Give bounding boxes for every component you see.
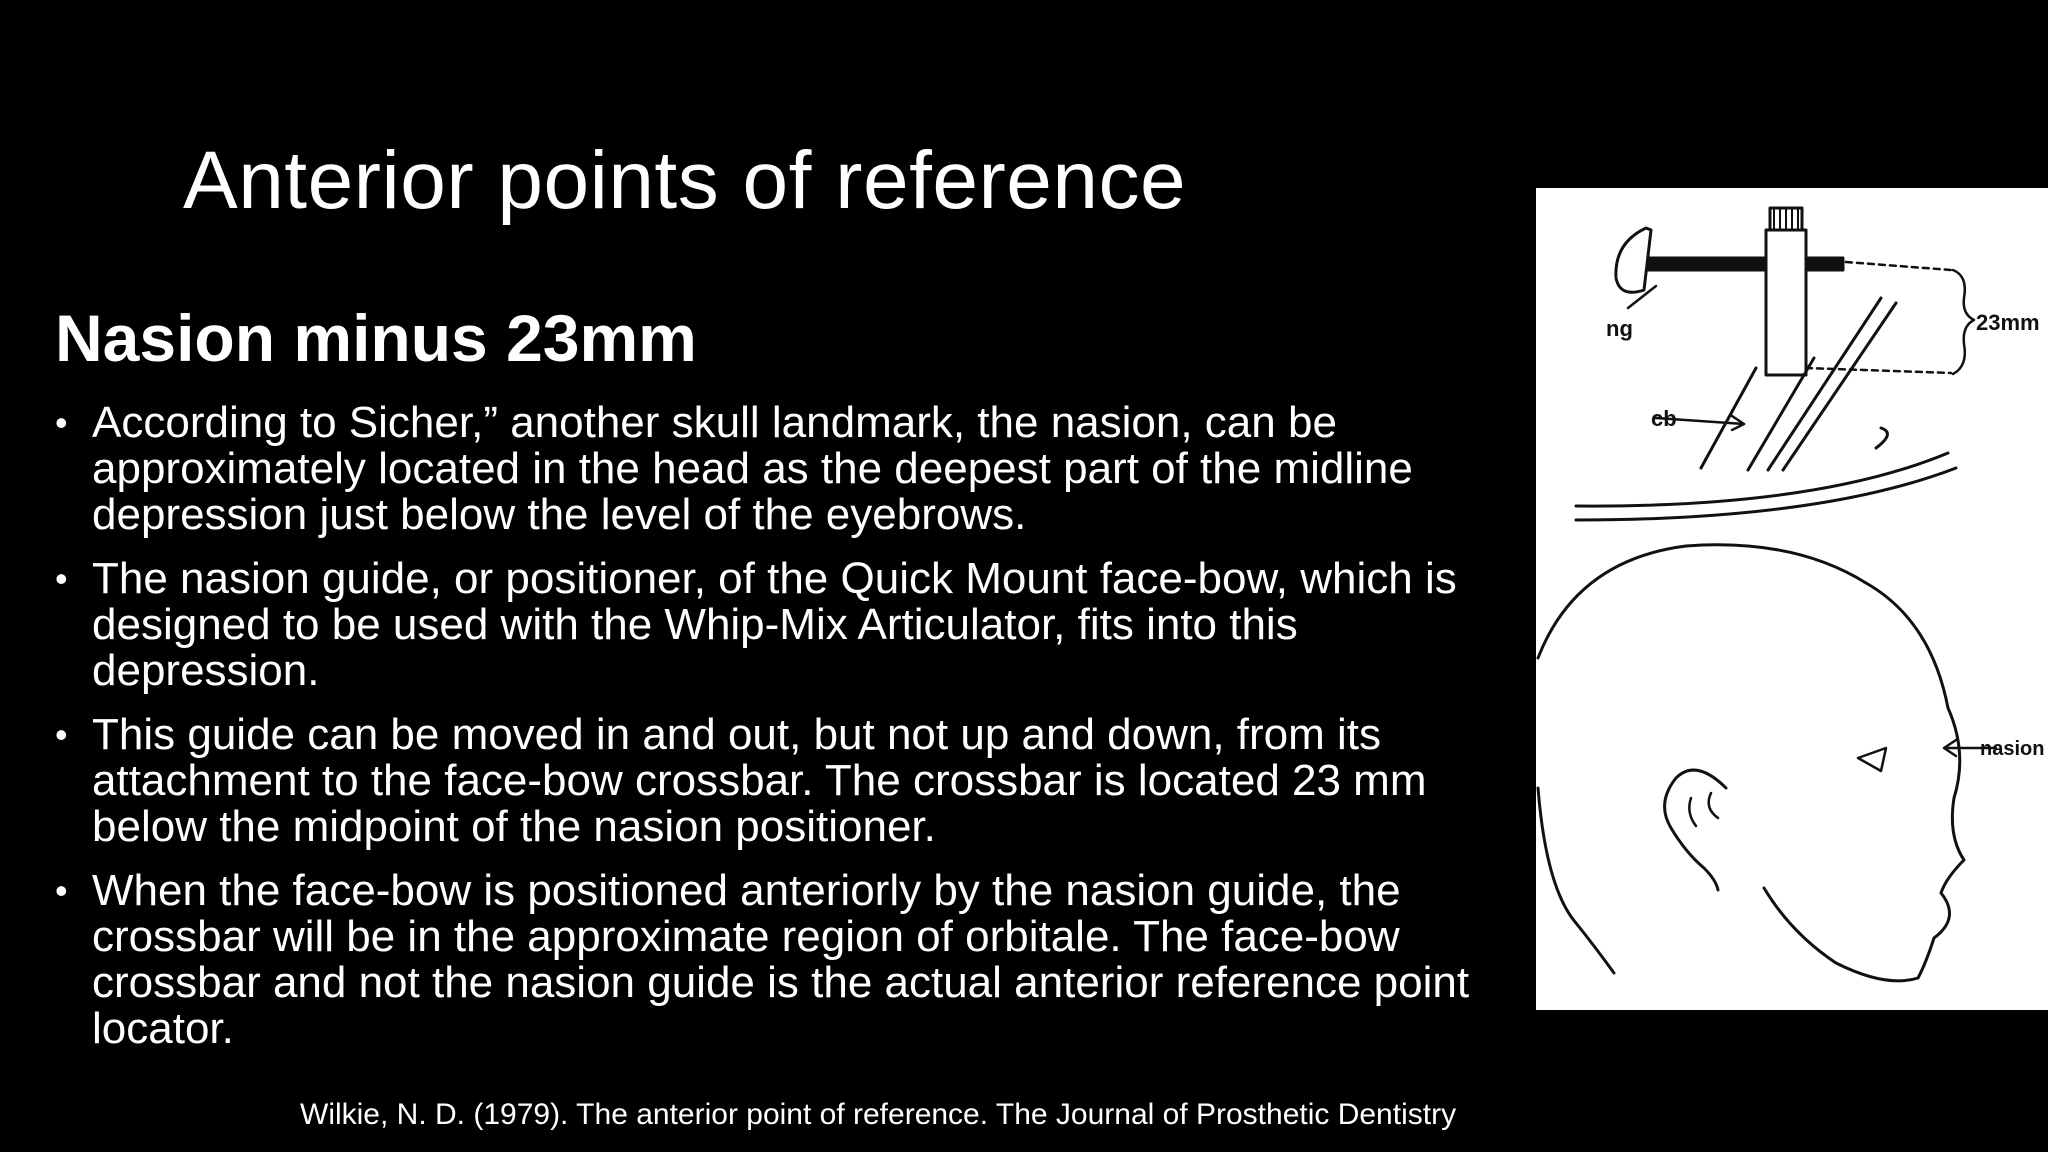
- label-ng: ng: [1606, 316, 1633, 341]
- vertical-post: [1766, 230, 1806, 375]
- bullet-item: [55, 712, 1535, 850]
- label-cb: cb: [1651, 406, 1677, 431]
- face-bow-diagram: [1536, 188, 2048, 1010]
- label-23mm: 23mm: [1976, 310, 2040, 335]
- label-nasion: nasion: [1980, 738, 2045, 760]
- nasion-guide-pad: [1616, 228, 1651, 292]
- bullet-dot-icon: •: [55, 558, 68, 599]
- crossbar-edge: [1701, 368, 1756, 468]
- bullet-item: [55, 400, 1535, 538]
- dimension-brace: [1953, 270, 1974, 374]
- slide-title: Anterior points of reference: [183, 135, 1187, 226]
- citation: Wilkie, N. D. (1979). The anterior point of reference. The Journal of Prosthetic Dentistry: [300, 1098, 1457, 1131]
- bullet-text: When the face-bow is positioned anteriorly by the nasion guide, the crossbar will be in the approximate region of orbitale. The face-bow crossbar and not the nasion guide is the actual anterior reference point locator.: [92, 866, 1470, 1053]
- bullet-dot-icon: •: [55, 402, 68, 443]
- bullet-item: [55, 556, 1535, 694]
- nasion-guide-figure: [1536, 188, 2048, 1010]
- bullet-dot-icon: •: [55, 870, 68, 911]
- face-bow-arm: [1576, 453, 1948, 506]
- bullet-text: According to Sicher,” another skull landmark, the nasion, can be approximately located in the head as the deepest part of the midline depression just below the level of the eyebrows.: [92, 398, 1413, 539]
- bullet-text: This guide can be moved in and out, but not up and down, from its attachment to the face-bow crossbar. The crossbar is located 23 mm below the midpoint of the nasion positioner.: [92, 710, 1427, 851]
- bullet-list: [55, 400, 1535, 1070]
- eye: [1858, 748, 1886, 771]
- ear: [1665, 770, 1726, 890]
- slide-subtitle: Nasion minus 23mm: [55, 301, 697, 375]
- bullet-dot-icon: •: [55, 714, 68, 755]
- bullet-item: [55, 868, 1535, 1052]
- head-profile: [1538, 545, 1964, 981]
- bullet-text: The nasion guide, or positioner, of the Quick Mount face-bow, which is designed to be used with the Whip-Mix Articulator, fits into this depression.: [92, 554, 1457, 695]
- guide-rod: [1648, 258, 1843, 270]
